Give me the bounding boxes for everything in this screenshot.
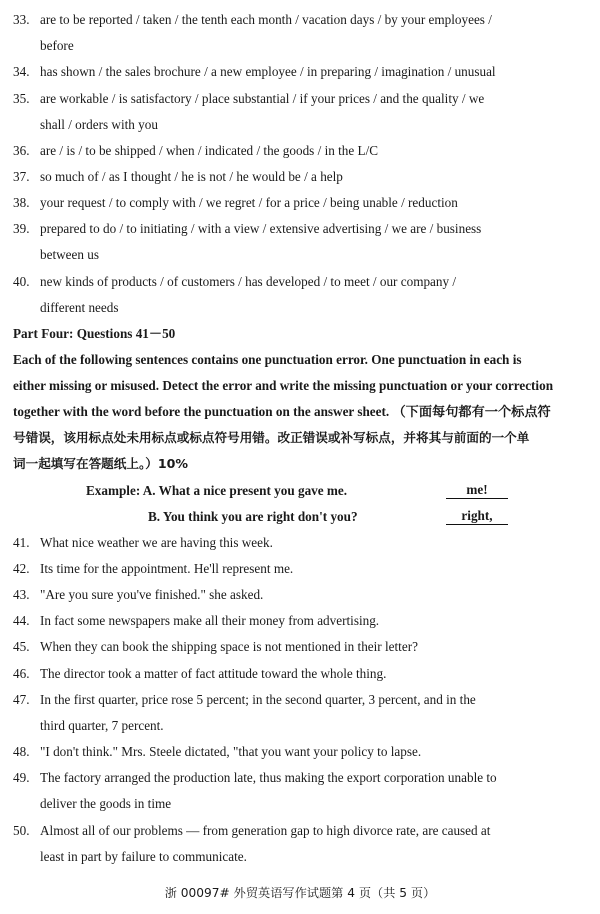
question-number: 39.	[13, 221, 30, 236]
instruction-line: 词一起填写在答题纸上。）10%	[13, 456, 188, 471]
question-text: are to be reported / taken / the tenth each month / vacation days / by your employees /	[40, 12, 492, 27]
question-text: prepared to do / to initiating / with a view / extensive advertising / we are / business	[40, 221, 482, 236]
question-number: 48.	[13, 744, 30, 759]
question-text: In the first quarter, price rose 5 percent; in the second quarter, 3 percent, and in the	[40, 692, 476, 707]
question-text: "Are you sure you've finished." she asked.	[40, 587, 264, 602]
question-number: 42.	[13, 561, 30, 576]
question-number: 50.	[13, 823, 30, 838]
question-text: When they can book the shipping space is not mentioned in their letter?	[40, 639, 418, 654]
question-text: are / is / to be shipped / when / indicated / the goods / in the L/C	[40, 143, 379, 158]
question-text: The factory arranged the production late, thus making the export corporation unable to	[40, 770, 497, 785]
question-text: deliver the goods in time	[40, 796, 172, 811]
question-text: shall / orders with you	[40, 117, 158, 132]
instruction-line: together with the word before the punctuation on the answer sheet. （下面每句都有一个标点符	[13, 404, 551, 419]
question-text: Almost all of our problems — from generation gap to high divorce rate, are caused at	[40, 823, 491, 838]
question-text: In fact some newspapers make all their money from advertising.	[40, 613, 380, 628]
question-text: least in part by failure to communicate.	[40, 849, 247, 864]
question-number: 47.	[13, 692, 30, 707]
question-text: has shown / the sales brochure / a new employee / in preparing / imagination / unusual	[40, 64, 496, 79]
question-text: are workable / is satisfactory / place substantial / if your prices / and the quality / we	[40, 91, 485, 106]
instruction-line: 号错误，该用标点处未用标点或标点符号用错。改正错误或补写标点，并将其与前面的一个单	[13, 430, 530, 445]
question-number: 46.	[13, 666, 30, 681]
question-text: before	[40, 38, 74, 53]
section-heading: Part Four: Questions 41－50	[13, 326, 176, 341]
question-text: so much of / as I thought / he is not / he would be / a help	[40, 169, 343, 184]
question-text: Its time for the appointment. He'll represent me.	[40, 561, 294, 576]
question-number: 38.	[13, 195, 30, 210]
example-a-answer: me!	[446, 482, 508, 499]
question-text: The director took a matter of fact attitude toward the whole thing.	[40, 666, 387, 681]
question-number: 43.	[13, 587, 30, 602]
instruction-line: Each of the following sentences contains one punctuation error. One punctuation in each is	[13, 352, 522, 367]
question-number: 35.	[13, 91, 30, 106]
question-text: "I don't think." Mrs. Steele dictated, "that you want your policy to lapse.	[40, 744, 422, 759]
question-number: 34.	[13, 64, 30, 79]
question-number: 33.	[13, 12, 30, 27]
example-a-text: Example: A. What a nice present you gave me.	[86, 483, 348, 498]
instruction-line: either missing or misused. Detect the error and write the missing punctuation or your correction	[13, 378, 554, 393]
question-text: your request / to comply with / we regret / for a price / being unable / reduction	[40, 195, 458, 210]
question-number: 37.	[13, 169, 30, 184]
page-footer: 浙 00097# 外贸英语写作试题第 4 页（共 5 页）	[164, 886, 436, 900]
question-text: third quarter, 7 percent.	[40, 718, 164, 733]
question-number: 36.	[13, 143, 30, 158]
example-b-answer: right,	[446, 508, 508, 525]
question-number: 40.	[13, 274, 30, 289]
question-text: different needs	[40, 300, 119, 315]
question-number: 41.	[13, 535, 30, 550]
question-number: 49.	[13, 770, 30, 785]
question-number: 44.	[13, 613, 30, 628]
question-number: 45.	[13, 639, 30, 654]
question-text: between us	[40, 247, 99, 262]
example-b-text: B. You think you are right don't you?	[148, 509, 358, 524]
question-text: What nice weather we are having this week.	[40, 535, 273, 550]
question-text: new kinds of products / of customers / has developed / to meet / our company /	[40, 274, 457, 289]
